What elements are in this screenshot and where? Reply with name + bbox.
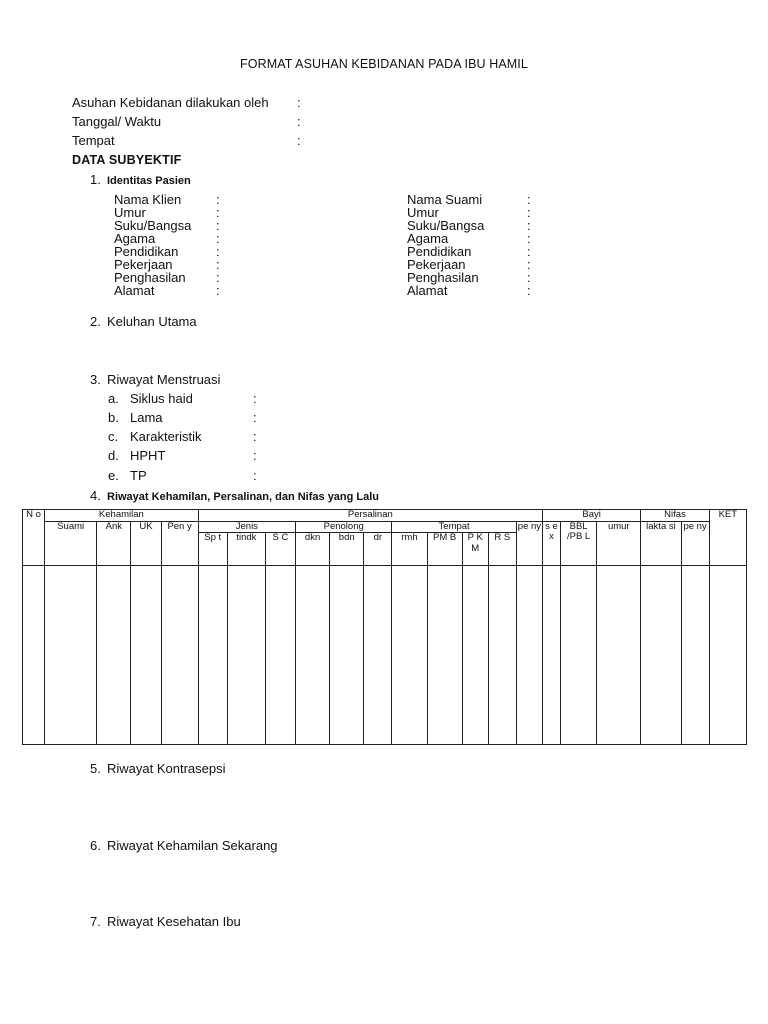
- item-number: 1.: [90, 172, 101, 187]
- list-label: Karakteristik: [130, 429, 202, 444]
- item-number: 6.: [90, 838, 101, 853]
- identity-label: Pekerjaan: [114, 257, 173, 272]
- field-colon: :: [216, 244, 220, 259]
- field-colon: :: [527, 257, 531, 272]
- list-label: HPHT: [130, 448, 166, 463]
- col-header-pkm: P K M: [462, 533, 488, 566]
- field-colon: :: [297, 114, 301, 129]
- col-header-ank: Ank: [97, 521, 131, 566]
- col-header-sex: s e x: [542, 521, 560, 566]
- col-header-dr: dr: [364, 533, 392, 566]
- field-colon: :: [216, 257, 220, 272]
- identity-label: Pendidikan: [407, 244, 472, 259]
- item-number: 4.: [90, 488, 101, 503]
- col-header-suami: Suami: [45, 521, 97, 566]
- field-colon: :: [253, 429, 257, 444]
- section-heading: DATA SUBYEKTIF: [72, 153, 182, 167]
- item-riwayat-kesehatan-ibu: [90, 914, 241, 929]
- field-colon: :: [527, 192, 531, 207]
- field-colon: :: [527, 244, 531, 259]
- field-colon: :: [527, 205, 531, 220]
- field-label-pelaksana: Asuhan Kebidanan dilakukan oleh: [72, 95, 269, 110]
- col-header-tindk: tindk: [227, 533, 265, 566]
- field-colon: :: [253, 468, 257, 483]
- item-label: Identitas Pasien: [107, 175, 191, 187]
- col-header-rmh: rmh: [392, 533, 427, 566]
- field-colon: :: [216, 283, 220, 298]
- group-header-nifas: Nifas: [641, 510, 709, 522]
- menstruasi-row: [108, 448, 308, 464]
- item-riwayat-kontrasepsi: [90, 761, 226, 776]
- item-riwayat-kehamilan-sekarang: [90, 838, 278, 853]
- item-riwayat-kehamilan-lalu: [90, 488, 379, 503]
- group-header-jenis: Jenis: [198, 521, 295, 533]
- item-label: Keluhan Utama: [107, 314, 197, 329]
- identity-label: Pekerjaan: [407, 257, 466, 272]
- table-row: [23, 566, 747, 745]
- list-label: TP: [130, 468, 147, 483]
- item-label: Riwayat Kehamilan, Persalinan, dan Nifas yang Lalu: [107, 491, 380, 503]
- identity-label: Penghasilan: [114, 270, 186, 285]
- col-header-laktasi: lakta si: [641, 521, 681, 566]
- identity-label: Penghasilan: [407, 270, 479, 285]
- identity-label: Suku/Bangsa: [114, 218, 192, 233]
- col-header-spt: Sp t: [198, 533, 227, 566]
- menstruasi-row: [108, 391, 308, 407]
- group-header-bayi: Bayi: [542, 510, 640, 522]
- field-colon: :: [216, 231, 220, 246]
- group-header-kehamilan: Kehamilan: [45, 510, 199, 522]
- identity-label: Alamat: [114, 283, 155, 298]
- page-title: FORMAT ASUHAN KEBIDANAN PADA IBU HAMIL: [240, 57, 528, 71]
- group-header-tempat: Tempat: [392, 521, 516, 533]
- col-header-umur: umur: [597, 521, 641, 566]
- col-header-ket: KET: [709, 510, 746, 566]
- col-header-bbl-pbl: BBL /PB L: [561, 521, 597, 566]
- identity-label: Nama Suami: [407, 192, 483, 207]
- item-keluhan-utama: [90, 314, 197, 329]
- list-letter: c.: [108, 429, 119, 444]
- group-header-persalinan: Persalinan: [198, 510, 542, 522]
- col-header-no: N o: [23, 510, 45, 566]
- field-colon: :: [253, 391, 257, 406]
- menstruasi-row: [108, 429, 308, 445]
- field-colon: :: [216, 192, 220, 207]
- menstruasi-row: [108, 468, 308, 484]
- identity-label: Nama Klien: [114, 192, 182, 207]
- item-identitas: [90, 172, 191, 187]
- identity-label: Agama: [114, 231, 156, 246]
- list-letter: e.: [108, 468, 119, 483]
- item-label: Riwayat Kontrasepsi: [107, 761, 226, 776]
- field-colon: :: [216, 218, 220, 233]
- list-letter: a.: [108, 391, 119, 406]
- item-riwayat-menstruasi: [90, 372, 220, 387]
- identity-label: Suku/Bangsa: [407, 218, 485, 233]
- item-number: 5.: [90, 761, 101, 776]
- item-label: Riwayat Kesehatan Ibu: [107, 914, 241, 929]
- field-colon: :: [253, 410, 257, 425]
- field-colon: :: [253, 448, 257, 463]
- field-colon: :: [527, 283, 531, 298]
- field-colon: :: [527, 270, 531, 285]
- field-label-tanggal: Tanggal/ Waktu: [72, 114, 162, 129]
- identity-label: Agama: [407, 231, 449, 246]
- identity-label: Umur: [114, 205, 146, 220]
- identity-label: Umur: [407, 205, 439, 220]
- list-label: Lama: [130, 410, 163, 425]
- col-header-pmb: PM B: [427, 533, 462, 566]
- col-header-peny-nifas: pe ny: [681, 521, 709, 566]
- col-header-sc: S C: [265, 533, 295, 566]
- list-label: Siklus haid: [130, 391, 193, 406]
- item-number: 2.: [90, 314, 101, 329]
- field-colon: :: [297, 95, 301, 110]
- field-colon: :: [216, 270, 220, 285]
- field-colon: :: [297, 133, 301, 148]
- col-header-rs: R S: [488, 533, 516, 566]
- col-header-dkn: dkn: [296, 533, 330, 566]
- item-number: 7.: [90, 914, 101, 929]
- col-header-peny-persalinan: pe ny: [516, 521, 542, 566]
- col-header-peny: Pen y: [161, 521, 198, 566]
- item-number: 3.: [90, 372, 101, 387]
- col-header-uk: UK: [131, 521, 161, 566]
- item-label: Riwayat Kehamilan Sekarang: [107, 838, 278, 853]
- list-letter: d.: [108, 448, 119, 463]
- identity-label: Pendidikan: [114, 244, 179, 259]
- field-label-tempat: Tempat: [72, 133, 115, 148]
- riwayat-table: [22, 509, 747, 745]
- field-colon: :: [527, 231, 531, 246]
- field-colon: :: [527, 218, 531, 233]
- field-colon: :: [216, 205, 220, 220]
- menstruasi-row: [108, 410, 308, 426]
- identity-label: Alamat: [407, 283, 448, 298]
- item-label: Riwayat Menstruasi: [107, 372, 221, 387]
- group-header-penolong: Penolong: [296, 521, 392, 533]
- col-header-bdn: bdn: [330, 533, 364, 566]
- list-letter: b.: [108, 410, 119, 425]
